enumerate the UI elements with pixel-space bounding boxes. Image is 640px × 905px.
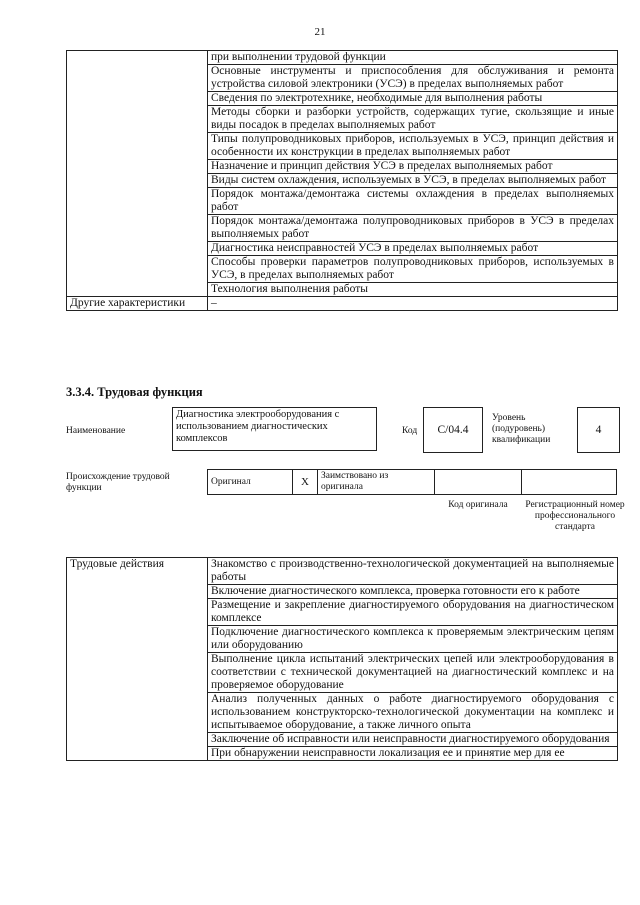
table-cell: Назначение и принцип действия УСЭ в пределах выполняемых работ [208,160,618,174]
table-cell: Включение диагностического комплекса, проверка готовности его к работе [208,585,618,599]
code-original-label: Код оригинала [448,500,508,510]
table-cell: Типы полупроводниковых приборов, используемых в УСЭ, принцип действия и особенности их конструкции в пределах выполняемых работ [208,133,618,160]
origin-table [207,469,617,495]
function-name-box: Диагностика электрооборудования с использованием диагностических комплексов [172,407,377,451]
code-label: Код [402,426,418,436]
level-value-box: 4 [577,407,620,453]
table-cell: Выполнение цикла испытаний электрических цепей или электрооборудования в соответствии с технической документацией на диагностический комплекс и на проверяемое оборудование [208,653,618,693]
table-cell: Заключение об исправности или неисправности диагностируемого оборудования [208,733,618,747]
level-label: Уровень (подуровень) квалификации [492,413,551,445]
knowledge-table [66,50,618,311]
original-label: Оригинал [208,470,293,495]
origin-label: Происхождение трудовой функции [66,472,170,493]
page-number: 21 [314,26,326,38]
table-row [208,470,617,495]
table-cell: Размещение и закрепление диагностируемого оборудования на диагностическом комплексе [208,599,618,626]
table-cell: Способы проверки параметров полупроводниковых приборов, используемых в УСЭ, в пределах выполняемых работ [208,256,618,283]
table-cell: Порядок монтажа/демонтажа системы охлаждения в пределах выполняемых работ [208,188,618,215]
code-value-box: C/04.4 [423,407,483,453]
table-cell: Методы сборки и разборки устройств, содержащих тугие, скользящие и иные виды посадок в пределах выполняемых работ [208,106,618,133]
original-mark: X [293,470,318,495]
table-row [67,297,618,311]
table-cell: Знакомство с производственно-технологической документацией на выполняемые работы [208,558,618,585]
table-cell: Основные инструменты и приспособления для обслуживания и ремонта устройства силовой электроники (УСЭ) в пределах выполняемых работ [208,65,618,92]
table-cell: при выполнении трудовой функции [208,51,618,65]
section-heading: 3.3.4. Трудовая функция [66,385,203,399]
reg-number-label: Регистрационный номер профессионального стандарта [525,500,625,532]
other-characteristics-label: Другие характеристики [67,297,208,311]
table-cell: Виды систем охлаждения, используемых в УСЭ, в пределах выполняемых работ [208,174,618,188]
empty-label-cell [67,51,208,297]
borrowed-label: Заимствовано из оригинала [318,470,435,495]
table-cell: Технология выполнения работы [208,283,618,297]
table-cell: Диагностика неисправностей УСЭ в пределах выполняемых работ [208,242,618,256]
name-label: Наименование [66,426,126,436]
table-row [67,51,618,65]
labor-actions-label: Трудовые действия [67,558,208,761]
table-cell: Порядок монтажа/демонтажа полупроводниковых приборов в УСЭ в пределах выполняемых работ [208,215,618,242]
labor-actions-table [66,557,618,761]
reg-number-cell [522,470,617,495]
table-cell: При обнаружении неисправности локализация ее и принятие мер для ее [208,747,618,761]
table-cell: Подключение диагностического комплекса к проверяемым электрическим цепям или оборудованию [208,626,618,653]
code-original-cell [435,470,522,495]
other-characteristics-value: – [208,297,618,311]
table-cell: Анализ полученных данных о работе диагностируемого оборудования с использованием конструкторско-технологической документации на комплекс и испытываемое оборудование, а также личного опыта [208,693,618,733]
table-row [67,558,618,585]
table-cell: Сведения по электротехнике, необходимые для выполнения работы [208,92,618,106]
